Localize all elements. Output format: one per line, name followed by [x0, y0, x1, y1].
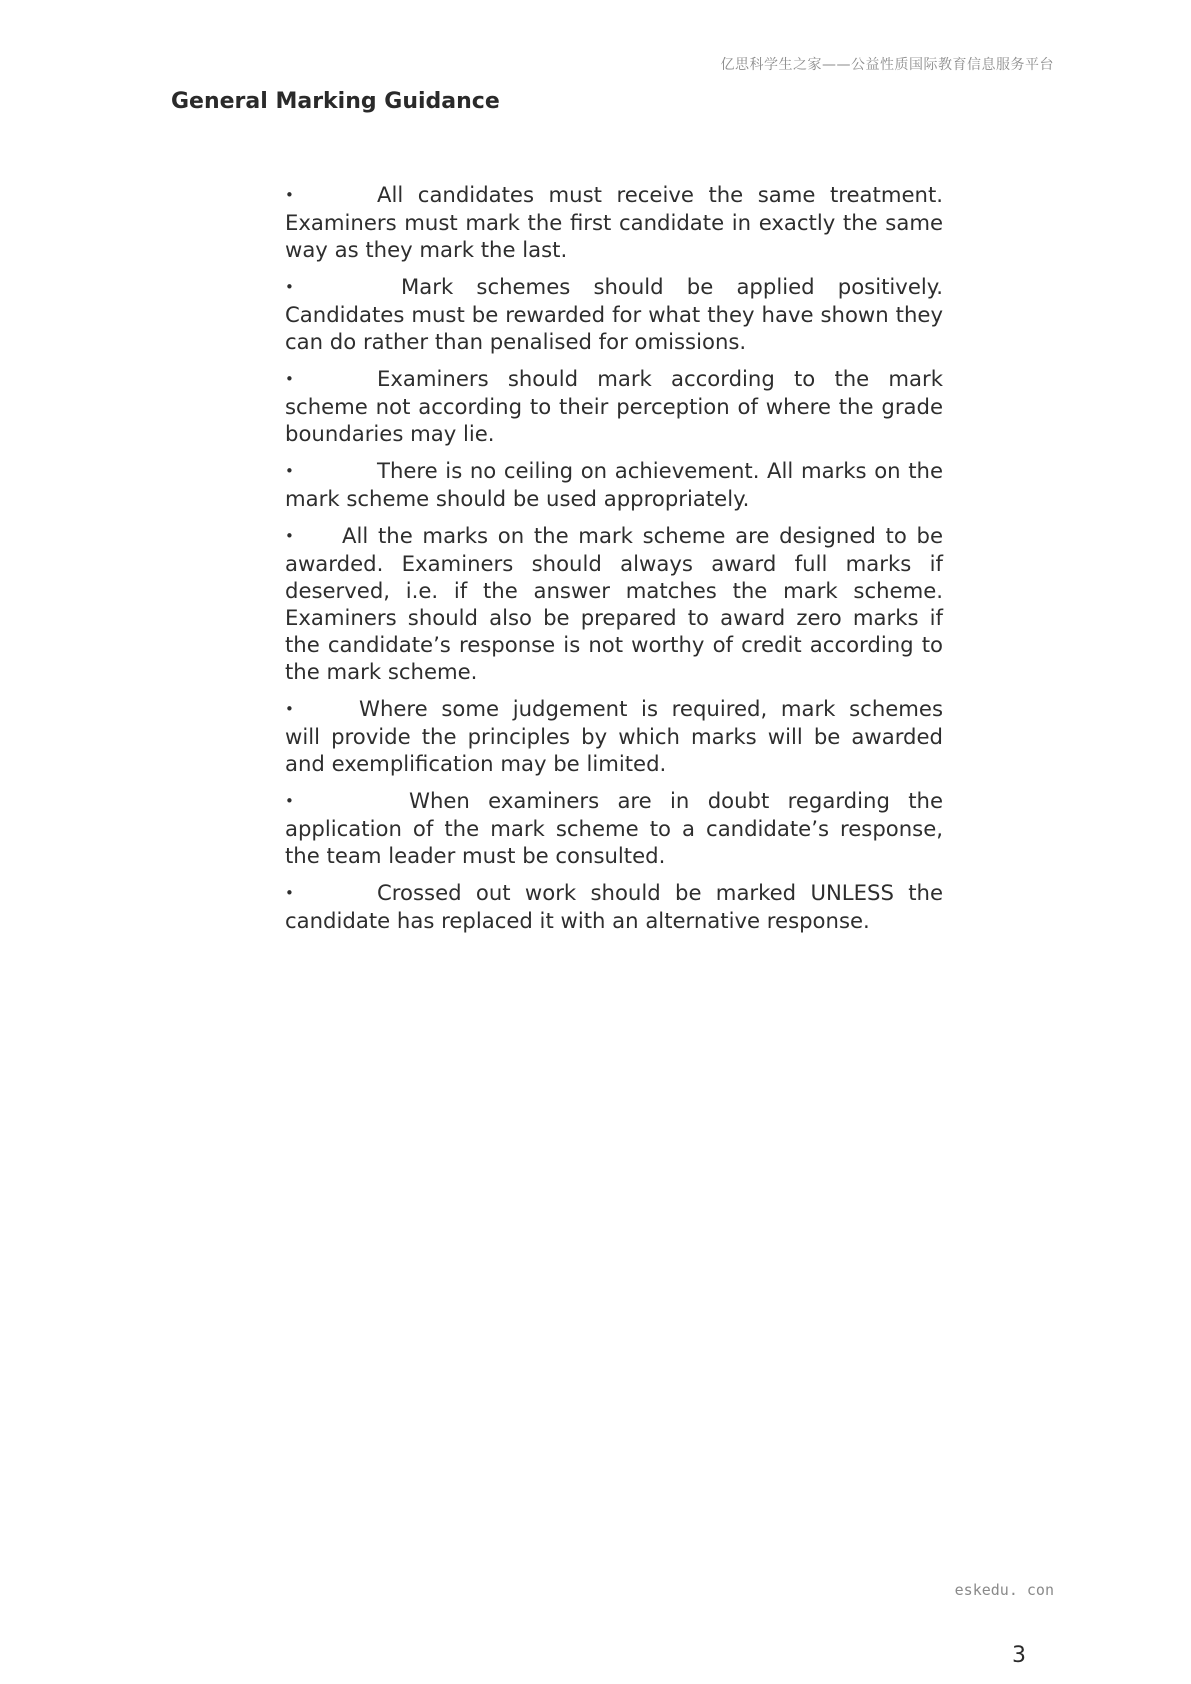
guidance-item-text: All the marks on the mark scheme are designed to be awarded. Examiners should always award full marks if deserved, i.e. if the answer matches the mark scheme. Examiners should also be prepared to award zero marks if the candidate’s response is not worthy of credit according to the mark scheme. — [285, 523, 943, 684]
guidance-item-text: Crossed out work should be marked UNLESS the candidate has replaced it with an alternative response. — [285, 880, 943, 933]
bullet-icon: • — [285, 370, 294, 388]
guidance-item — [285, 365, 943, 447]
guidance-item-text: All candidates must receive the same treatment. Examiners must mark the first candidate in exactly the same way as they mark the last. — [285, 182, 943, 262]
guidance-item — [285, 522, 943, 685]
bullet-icon: • — [285, 186, 294, 204]
guidance-item-text: When examiners are in doubt regarding the application of the mark scheme to a candidate’s response, the team leader must be consulted. — [285, 788, 943, 868]
guidance-item — [285, 879, 943, 934]
guidance-item-text: Examiners should mark according to the mark scheme not according to their perception of where the grade boundaries may lie. — [285, 366, 943, 446]
bullet-icon: • — [285, 278, 294, 296]
bullet-icon: • — [285, 527, 294, 545]
guidance-item — [285, 181, 943, 263]
guidance-item — [285, 273, 943, 355]
page-number: 3 — [1012, 1643, 1026, 1668]
guidance-item — [285, 457, 943, 512]
header-watermark: 亿思科学生之家——公益性质国际教育信息服务平台 — [720, 57, 1054, 73]
bullet-icon: • — [285, 700, 294, 718]
footer-site-label: eskedu. con — [954, 1581, 1054, 1599]
guidance-list — [285, 181, 943, 944]
guidance-item — [285, 695, 943, 777]
guidance-item-text: Mark schemes should be applied positively. Candidates must be rewarded for what they have shown they can do rather than penalised for omissions. — [285, 274, 943, 354]
guidance-item-text: Where some judgement is required, mark schemes will provide the principles by which marks will be awarded and exemplification may be limited. — [285, 696, 943, 776]
guidance-item — [285, 787, 943, 869]
bullet-icon: • — [285, 792, 294, 810]
guidance-item-text: There is no ceiling on achievement. All marks on the mark scheme should be used appropriately. — [285, 458, 943, 511]
bullet-icon: • — [285, 462, 294, 480]
bullet-icon: • — [285, 884, 294, 902]
page-title: General Marking Guidance — [171, 89, 500, 114]
